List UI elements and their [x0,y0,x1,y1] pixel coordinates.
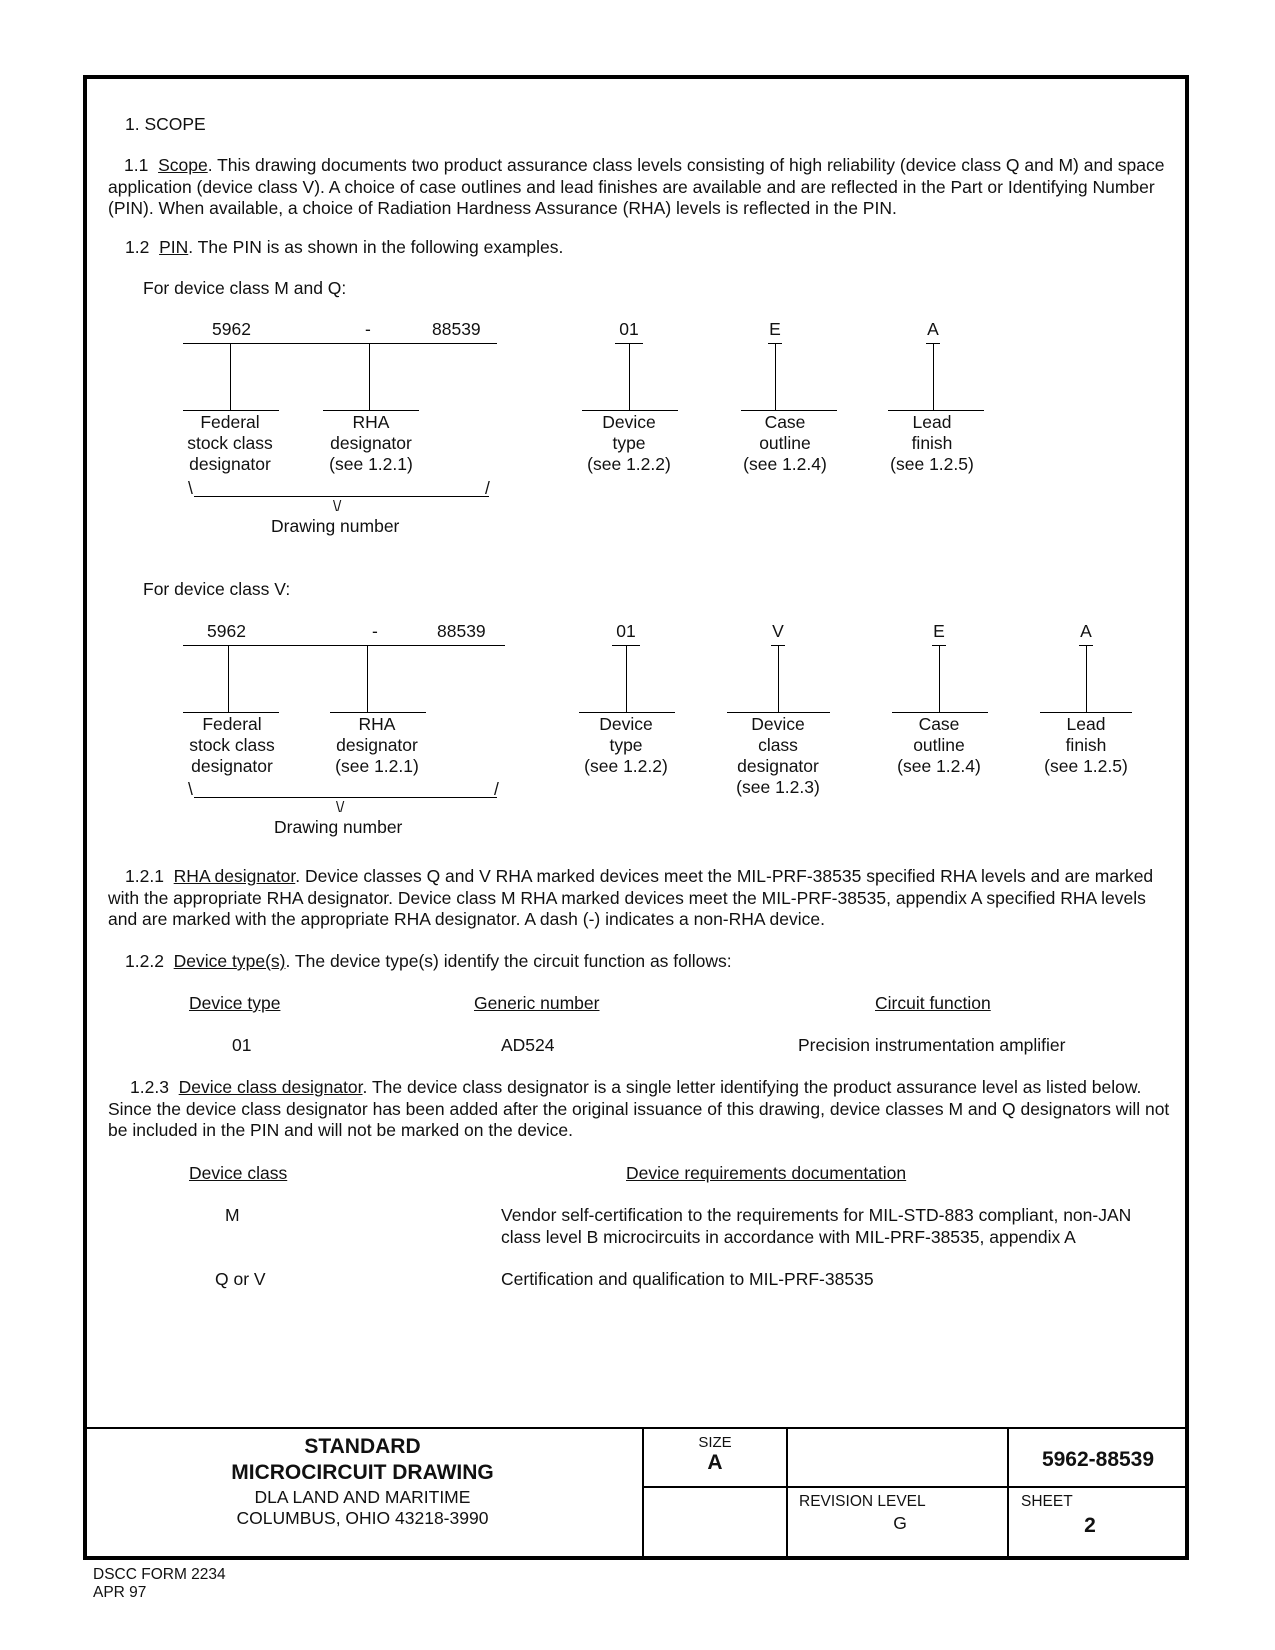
pin-case-value: E [769,319,781,339]
label-stock-class: Federal stock class designator [187,412,273,474]
title-block-mid-rule [642,1486,1189,1488]
table-cell: M [225,1205,240,1225]
title-block-divider [786,1427,788,1560]
label-line [888,410,984,411]
brace-line [194,797,497,798]
paragraph-1-2-3: 1.2.3 Device class designator. The device class designator is a single letter identifying the product assurance level as listed below. Since the device class designator has been added after the original issuance of this drawing, device classes M and Q designators will not be included in the PIN and will not be marked on the device. [108,1077,1170,1140]
pin-stock-value: 5962 [207,621,246,641]
label-line [323,410,419,411]
label-line [1040,712,1132,713]
label-line [727,712,830,713]
pin-stock-value: 5962 [212,319,251,339]
paragraph-1-2: 1.2 PIN. The PIN is as shown in the following examples. [125,237,564,257]
paragraph-1-1: 1.1 Scope. This drawing documents two product assurance class levels consisting of high reliability (device class Q and M) and space application (device class V). A choice of case outlines and lead finishes are available and are reflected in the Part or Identifying Number (PIN). When available, a choice of Radiation Hardness Assurance (RHA) levels is reflected in the PIN. [108,155,1165,218]
section-heading: 1. SCOPE [125,114,206,134]
label-line [330,712,426,713]
pin-underline [183,645,505,646]
revision-level-value: G [893,1513,907,1533]
title-block-top-rule [83,1427,1189,1429]
pin-connector [939,645,940,712]
table-header: Circuit function [875,993,991,1013]
revision-level-label: REVISION LEVEL [799,1493,926,1510]
pin-dash: - [372,621,378,641]
size-value: A [707,1451,723,1474]
brace-right: / [485,478,490,498]
label-line [892,712,988,713]
brace-left: \ [188,478,193,498]
paragraph-title: RHA designator [173,866,296,886]
pin-type-value: 01 [616,621,636,641]
paragraph-title: Scope [158,155,208,175]
pin-drawing-value: 88539 [432,319,481,339]
pin-class-value: V [772,621,784,641]
pin-connector [228,645,229,712]
label-lead-finish: Lead finish (see 1.2.5) [1044,714,1128,776]
label-line [582,410,678,411]
pin-connector [626,645,627,712]
label-stock-class: Federal stock class designator [189,714,275,776]
pin-connector [1086,645,1087,712]
brace-right: / [494,779,499,799]
label-device-class: Device class designator (see 1.2.3) [736,714,820,797]
drawing-number-label: Drawing number [271,516,400,536]
agency-name: DLA LAND AND MARITIME [254,1487,471,1507]
sheet-number: 2 [1084,1514,1096,1537]
pin-connector [230,343,231,410]
pin-caption: For device class V: [143,579,291,599]
size-label: SIZE [698,1434,732,1451]
label-case-outline: Case outline (see 1.2.4) [743,412,827,474]
label-line [579,712,675,713]
title-block-divider [1007,1427,1009,1560]
table-header: Device type [189,993,281,1013]
pin-lead-value: A [927,319,939,339]
title-microcircuit-drawing: MICROCIRCUIT DRAWING [231,1461,494,1484]
form-date: APR 97 [93,1584,147,1601]
pin-lead-value: A [1080,621,1092,641]
brace-left: \ [188,779,193,799]
table-header: Device requirements documentation [626,1163,907,1183]
label-lead-finish: Lead finish (see 1.2.5) [890,412,974,474]
pin-drawing-value: 88539 [437,621,486,641]
pin-type-value: 01 [619,319,639,339]
title-block-divider [642,1427,644,1560]
pin-dash: - [365,319,371,339]
table-cell: Precision instrumentation amplifier [798,1035,1066,1055]
label-rha: RHA designator (see 1.2.1) [335,714,419,776]
brace-vee: \/ [333,498,342,515]
pin-case-value: E [933,621,945,641]
table-cell: 01 [232,1035,252,1055]
brace-vee: \/ [336,799,345,816]
table-cell: AD524 [501,1035,555,1055]
pin-connector [629,343,630,410]
table-header: Generic number [474,993,600,1013]
title-standard: STANDARD [304,1435,421,1458]
table-header: Device class [189,1163,288,1183]
label-case-outline: Case outline (see 1.2.4) [897,714,981,776]
paragraph-1-2-1: 1.2.1 RHA designator. Device classes Q and V RHA marked devices meet the MIL-PRF-38535 specified RHA levels and are marked with the appropriate RHA designator. Device class M RHA marked devices meet the MIL-PRF-38535, appendix A specified RHA levels and are marked with the appropriate RHA designator. A dash (-) indicates a non-RHA device. [108,866,1154,929]
document-number: 5962-88539 [1041,1448,1155,1471]
paragraph-title: Device type(s) [173,951,286,971]
table-cell: Vendor self-certification to the requirements for MIL-STD-883 compliant, non-JAN class level B microcircuits in accordance with MIL-PRF-38535, appendix A [501,1205,1132,1247]
table-cell: Certification and qualification to MIL-PRF-38535 [501,1269,874,1289]
label-line [741,410,837,411]
label-device-type: Device type (see 1.2.2) [584,714,668,776]
table-cell: Q or V [215,1269,266,1289]
drawing-number-label: Drawing number [274,817,403,837]
label-line [183,712,279,713]
paragraph-1-2-2: 1.2.2 Device type(s). The device type(s) identify the circuit function as follows: [125,951,732,971]
pin-caption: For device class M and Q: [143,278,347,298]
form-number: DSCC FORM 2234 [93,1566,226,1583]
agency-address: COLUMBUS, OHIO 43218-3990 [236,1508,489,1528]
label-line [183,410,279,411]
label-device-type: Device type (see 1.2.2) [587,412,671,474]
paragraph-title: PIN [159,237,189,257]
pin-connector [933,343,934,410]
pin-connector [367,645,368,712]
sheet-label: SHEET [1021,1493,1073,1510]
paragraph-title: Device class designator [178,1077,363,1097]
label-rha: RHA designator (see 1.2.1) [329,412,413,474]
pin-connector [369,343,370,410]
brace-line [194,496,489,497]
pin-connector [775,343,776,410]
pin-connector [778,645,779,712]
